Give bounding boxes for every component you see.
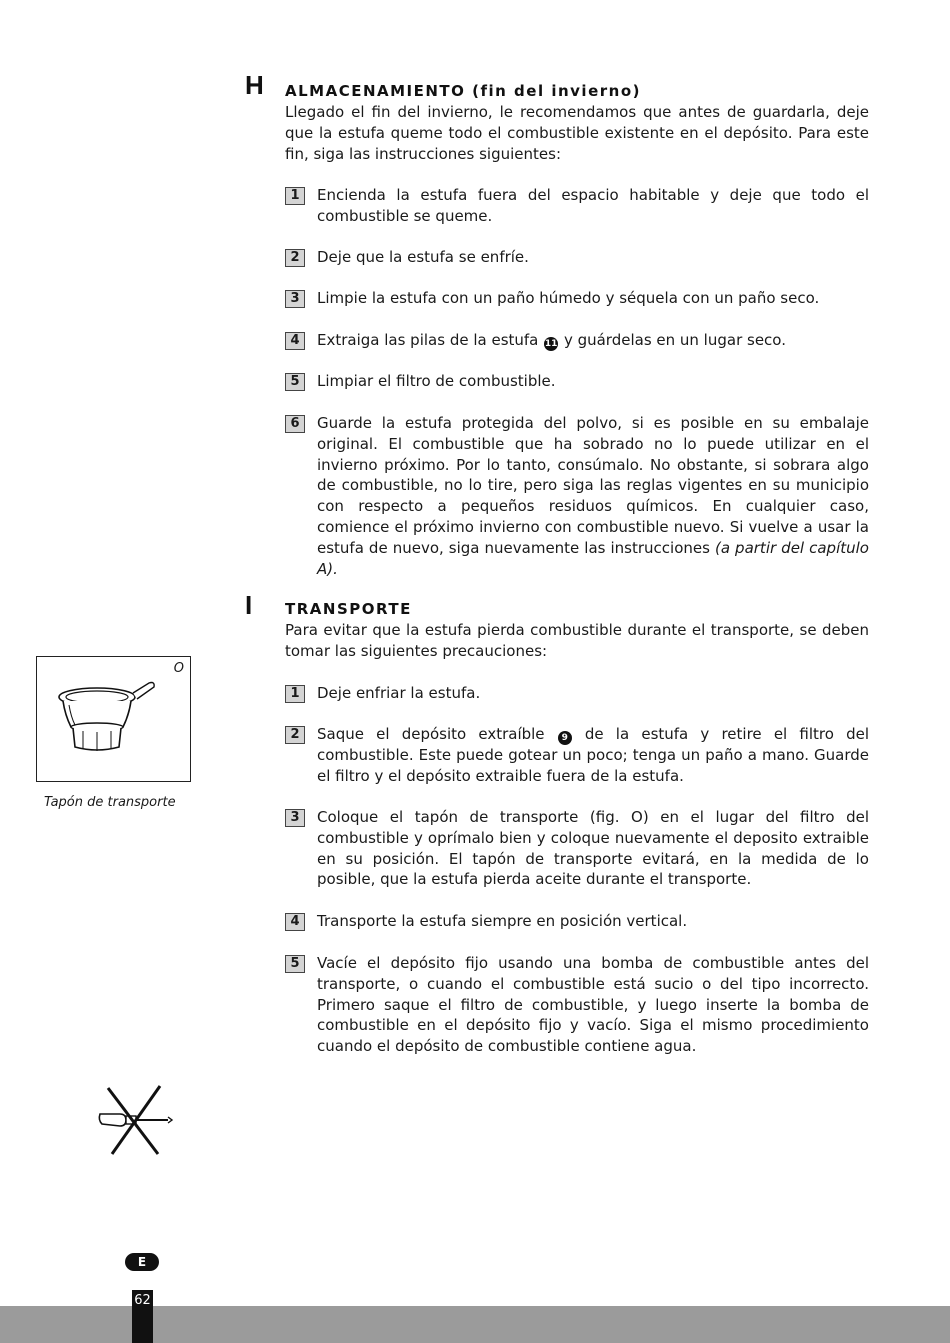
- storage-step-4: [285, 330, 869, 351]
- step-text: [317, 413, 869, 579]
- step-number: 3: [285, 290, 305, 308]
- storage-step-3: [285, 288, 869, 309]
- step-number: 2: [285, 249, 305, 267]
- step-text: Limpiar el filtro de combustible.: [317, 372, 556, 390]
- step-text: [317, 330, 869, 351]
- step-text: Transporte la estufa siempre en posición vertical.: [317, 912, 688, 930]
- transport-step-2: [285, 724, 869, 787]
- section-letter-h: H: [245, 70, 264, 100]
- storage-step-6: [285, 413, 869, 579]
- step-number: 6: [285, 415, 305, 433]
- step-number: 1: [285, 685, 305, 703]
- transport-step-5: [285, 953, 869, 1057]
- step-text: Deje que la estufa se enfríe.: [317, 248, 529, 266]
- section-intro-storage: Llegado el fin del invierno, le recomendamos que antes de guardarla, deje que la estufa queme todo el combustible existente en el depósito. Para este fin, siga las instrucciones siguientes:: [285, 103, 869, 163]
- language-badge: E: [125, 1253, 159, 1271]
- section-title-storage: ALMACENAMIENTO (fin del invierno): [285, 82, 641, 100]
- section-title-transport: TRANSPORTE: [285, 600, 412, 618]
- step-number: 5: [285, 373, 305, 391]
- reference-number-badge: 9: [558, 731, 572, 745]
- storage-step-1: [285, 185, 869, 227]
- step-text-main: Guarde la estufa protegida del polvo, si es posible en su embalaje original. El combustible que ha sobrado no lo puede utilizar en el invierno próximo. Por lo tanto, consúmalo. No obstante, si sobrara algo de combustible, no lo tire, pero siga las reglas vigentes en su municipio con respecto a pequeños residuos químicos. En cualquier caso, comience el próximo invierno con combustible nuevo. Si vuelve a usar la estufa de nuevo, siga nuevamente las instrucciones: [317, 414, 869, 557]
- reference-number-badge: 11: [544, 339, 558, 349]
- step-text-after: y guárdelas en un lugar seco.: [563, 331, 786, 349]
- figure-caption: Tapón de transporte: [44, 795, 176, 810]
- step-text: Limpie la estufa con un paño húmedo y séquela con un paño seco.: [317, 289, 820, 307]
- step-number: 2: [285, 726, 305, 744]
- storage-step-5: [285, 371, 869, 392]
- transport-step-4: [285, 911, 869, 932]
- step-text-before: Saque el depósito extraíble: [317, 725, 545, 743]
- section-letter-i: I: [245, 590, 253, 620]
- step-text: [317, 724, 869, 787]
- transport-step-1: [285, 683, 869, 704]
- transport-cap-icon: [55, 675, 175, 765]
- step-text-after: de la estufa y retire el filtro del combustible. Este puede gotear un poco; tenga un paño a mano. Guarde el filtro y el depósito extraible fuera de la estufa.: [317, 725, 869, 785]
- figure-label: O: [173, 661, 184, 676]
- step-text-italic: (a partir del capítulo A).: [317, 538, 869, 578]
- figure-transport-cap: [36, 656, 191, 782]
- transport-step-3: [285, 807, 869, 890]
- section-intro-transport: Para evitar que la estufa pierda combustible durante el transporte, se deben tomar las siguientes precauciones:: [285, 621, 869, 660]
- step-text: Coloque el tapón de transporte (fig. O) en el lugar del filtro del combustible y oprímalo bien y coloque nuevamente el deposito extraible en su posición. El tapón de transporte evitará, en la medida de lo posible, que la estufa pierda aceite durante el transporte.: [317, 808, 869, 889]
- step-text: Deje enfriar la estufa.: [317, 684, 481, 702]
- step-number: 3: [285, 809, 305, 827]
- step-number: 4: [285, 913, 305, 931]
- page-number: 62: [134, 1293, 151, 1308]
- step-number: 1: [285, 187, 305, 205]
- no-screwdriver-icon: [96, 1082, 176, 1158]
- step-text: Encienda la estufa fuera del espacio habitable y deje que todo el combustible se queme.: [317, 186, 869, 225]
- step-number: 5: [285, 955, 305, 973]
- step-number: 4: [285, 332, 305, 350]
- step-text-before: Extraiga las pilas de la estufa: [317, 331, 539, 349]
- step-text: Vacíe el depósito fijo usando una bomba de combustible antes del transporte, o cuando el combustible está sucio o del tipo incorrecto. Primero saque el filtro de combustible, y luego inserte la bomba de combustible en el depósito fijo y vacío. Siga el mismo procedimiento cuando el depósito de combustible contiene agua.: [317, 954, 869, 1056]
- storage-step-2: [285, 247, 869, 268]
